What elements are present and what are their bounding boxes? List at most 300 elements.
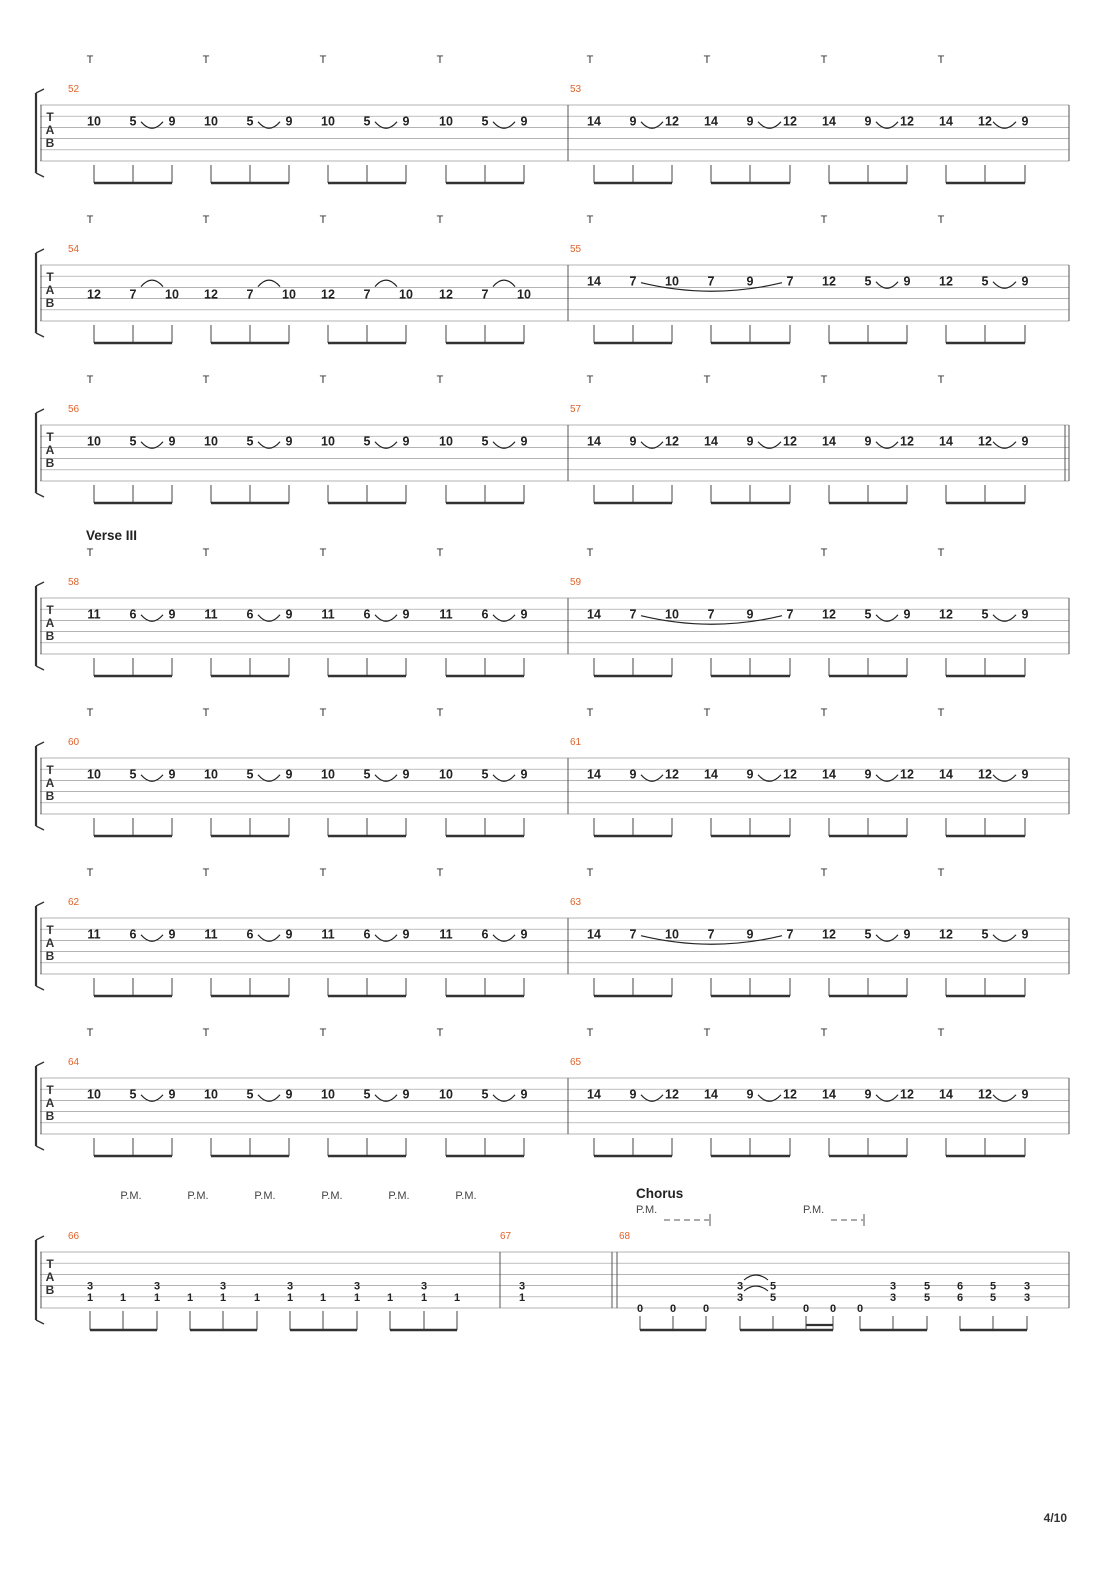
palm-mute-66-3: P.M. [254,1190,276,1202]
tap-mark-62-1: T [86,867,94,879]
fret-63-1-2: 7 [629,927,637,942]
fret-63-4-1: 12 [939,927,953,942]
tap-mark-61-3: T [820,707,828,719]
tap-mark-63-4: T [937,867,945,879]
fret-58-3-2: 6 [363,607,371,622]
fret-55-1-1: 14 [587,274,601,289]
fret-65-4-2: 12 [978,1087,992,1102]
tap-mark-61-4: T [937,707,945,719]
slur-54-4 [493,280,515,287]
fret-66-chord-bottom-3: 1 [153,1291,161,1304]
fret-52-1-3: 9 [168,114,176,129]
tap-mark-55-3: T [820,214,828,226]
fret-55-4-1: 12 [939,274,953,289]
fret-61-1-2: 9 [629,767,637,782]
fret-66-chord-top-1: 3 [86,1280,94,1293]
fret-57-4-1: 14 [939,434,953,449]
fret-60-1-2: 5 [129,767,137,782]
measure-number-64: 64 [68,1057,80,1068]
fret-58-1-2: 6 [129,607,137,622]
system-3-bracket-top [36,409,44,413]
fret-63-3-2: 5 [864,927,872,942]
tap-mark-60-1: T [86,707,94,719]
fret-64-2-3: 9 [285,1087,293,1102]
measure-number-67: 67 [500,1231,512,1242]
fret-68-7-1: 0 [829,1303,837,1315]
fret-64-4-2: 5 [481,1087,489,1102]
fret-57-4-3: 9 [1021,434,1029,449]
fret-68-11-2: 6 [956,1291,964,1304]
system-2-bracket-top [36,249,44,253]
fret-54-2-2: 7 [246,287,254,302]
system-6-clef-a: A [45,936,55,950]
fret-66-chord-top-3: 3 [153,1280,161,1293]
fret-52-3-3: 9 [402,114,410,129]
system-7-bracket-top [36,1062,44,1066]
fret-68-11-1: 6 [956,1280,964,1293]
fret-61-3-3: 12 [900,767,914,782]
palm-mute-66-5: P.M. [388,1190,410,1202]
fret-54-1-3: 10 [165,287,179,302]
tap-mark-63-1: T [586,867,594,879]
slur-54-1 [141,280,163,287]
fret-60-4-2: 5 [481,767,489,782]
fret-60-2-3: 9 [285,767,293,782]
page-number: 4/10 [1043,1511,1067,1525]
fret-53-3-2: 9 [864,114,872,129]
tap-mark-53-2: T [703,54,711,66]
measure-number-54: 54 [68,244,80,255]
system-6-clef-b: B [45,949,55,963]
fret-65-3-3: 12 [900,1087,914,1102]
tap-mark-53-3: T [820,54,828,66]
fret-66-chord-bottom-8: 1 [319,1291,327,1304]
fret-64-1-2: 5 [129,1087,137,1102]
system-6-bracket-top [36,902,44,906]
tap-mark-57-1: T [586,374,594,386]
fret-67-bottom: 1 [518,1291,526,1304]
tap-mark-65-2: T [703,1027,711,1039]
system-7-clef-b: B [45,1109,55,1123]
system-1-clef-a: A [45,123,55,137]
fret-60-4-3: 9 [520,767,528,782]
fret-64-3-2: 5 [363,1087,371,1102]
fret-60-1-1: 10 [87,767,101,782]
fret-55-4-3: 9 [1021,274,1029,289]
fret-61-2-3: 12 [783,767,797,782]
tap-mark-54-4: T [436,214,444,226]
tap-mark-63-3: T [820,867,828,879]
fret-55-1-3: 10 [665,274,679,289]
fret-58-1-1: 11 [87,607,101,622]
fret-60-3-3: 9 [402,767,410,782]
palm-mute-66-2: P.M. [187,1190,209,1202]
fret-60-3-2: 5 [363,767,371,782]
fret-60-3-1: 10 [321,767,335,782]
fret-59-1-1: 14 [587,607,601,622]
fret-68-6-1: 0 [802,1303,810,1315]
fret-52-2-2: 5 [246,114,254,129]
fret-53-3-1: 14 [822,114,836,129]
fret-65-2-1: 14 [704,1087,718,1102]
fret-68-10-1: 5 [923,1280,931,1293]
fret-55-1-2: 7 [629,274,637,289]
fret-56-2-1: 10 [204,434,218,449]
fret-54-3-3: 10 [399,287,413,302]
fret-57-2-1: 14 [704,434,718,449]
fret-59-3-1: 12 [822,607,836,622]
fret-68-4-2: 3 [736,1291,744,1304]
tap-mark-62-3: T [319,867,327,879]
tap-mark-64-4: T [436,1027,444,1039]
tap-mark-58-2: T [202,547,210,559]
system-1-clef-b: B [45,136,55,150]
fret-64-2-2: 5 [246,1087,254,1102]
tap-mark-60-4: T [436,707,444,719]
fret-53-4-3: 9 [1021,114,1029,129]
fret-68-5-1: 5 [769,1280,777,1293]
measure-number-63: 63 [570,897,582,908]
fret-53-1-2: 9 [629,114,637,129]
fret-68-12-2: 5 [989,1291,997,1304]
system-5-bracket-top [36,742,44,746]
measure-number-68: 68 [619,1231,631,1242]
system-2-clef-b: B [45,296,55,310]
system-5-bracket-bottom [36,826,44,830]
fret-56-1-2: 5 [129,434,137,449]
system-5-clef-b: B [45,789,55,803]
system-3-clef-b: B [45,456,55,470]
fret-63-4-3: 9 [1021,927,1029,942]
fret-59-3-2: 5 [864,607,872,622]
fret-61-4-2: 12 [978,767,992,782]
fret-57-1-1: 14 [587,434,601,449]
fret-58-3-3: 9 [402,607,410,622]
measure-number-58: 58 [68,577,80,588]
fret-62-2-1: 11 [204,927,218,942]
fret-62-1-3: 9 [168,927,176,942]
fret-53-2-3: 12 [783,114,797,129]
fret-58-4-1: 11 [439,607,453,622]
fret-66-chord-bottom-1: 1 [86,1291,94,1304]
fret-52-4-1: 10 [439,114,453,129]
system-3-bracket-bottom [36,493,44,497]
measure-number-56: 56 [68,404,80,415]
system-1-clef-t: T [46,110,54,124]
measure-number-57: 57 [570,404,582,415]
tap-mark-54-2: T [202,214,210,226]
fret-68-1-1: 0 [636,1303,644,1315]
fret-64-1-3: 9 [168,1087,176,1102]
tap-mark-53-1: T [586,54,594,66]
tap-mark-56-3: T [319,374,327,386]
tap-mark-56-2: T [202,374,210,386]
fret-64-1-1: 10 [87,1087,101,1102]
measure-number-52: 52 [68,84,80,95]
tap-mark-55-4: T [937,214,945,226]
tap-mark-57-2: T [703,374,711,386]
fret-56-2-3: 9 [285,434,293,449]
system-4-bracket-top [36,582,44,586]
fret-66-chord-bottom-2: 1 [119,1291,127,1304]
fret-66-chord-bottom-5: 1 [219,1291,227,1304]
fret-68-13-2: 3 [1023,1291,1031,1304]
fret-57-3-3: 12 [900,434,914,449]
system-7-bracket-bottom [36,1146,44,1150]
fret-56-4-1: 10 [439,434,453,449]
fret-55-4-2: 5 [981,274,989,289]
tap-mark-54-3: T [319,214,327,226]
system-3-clef-a: A [45,443,55,457]
fret-61-4-3: 9 [1021,767,1029,782]
fret-61-4-1: 14 [939,767,953,782]
fret-54-3-2: 7 [363,287,371,302]
fret-58-2-2: 6 [246,607,254,622]
slur-68-bottom [744,1286,768,1291]
fret-61-3-1: 14 [822,767,836,782]
fret-59-3-3: 9 [903,607,911,622]
fret-66-chord-top-9: 3 [353,1280,361,1293]
fret-65-4-1: 14 [939,1087,953,1102]
fret-55-3-3: 9 [903,274,911,289]
system-4-clef-t: T [46,603,54,617]
tap-mark-59-1: T [586,547,594,559]
fret-55-2-3: 7 [786,274,794,289]
system-4-clef-b: B [45,629,55,643]
fret-53-3-3: 12 [900,114,914,129]
measure-number-55: 55 [570,244,582,255]
system-2-clef-a: A [45,283,55,297]
fret-62-2-2: 6 [246,927,254,942]
measure-number-60: 60 [68,737,80,748]
system-6-bracket-bottom [36,986,44,990]
tap-mark-62-4: T [436,867,444,879]
fret-57-4-2: 12 [978,434,992,449]
fret-68-5-2: 5 [769,1291,777,1304]
fret-56-1-3: 9 [168,434,176,449]
slur-68-top [744,1275,768,1280]
fret-67-top: 3 [518,1280,526,1293]
fret-65-1-1: 14 [587,1087,601,1102]
slur-54-2 [258,280,280,287]
fret-62-2-3: 9 [285,927,293,942]
fret-66-chord-top-5: 3 [219,1280,227,1293]
fret-54-1-1: 12 [87,287,101,302]
measure-number-66: 66 [68,1231,80,1242]
fret-68-10-2: 5 [923,1291,931,1304]
slur-54-3 [375,280,397,287]
system-8-section-label: Chorus [636,1186,684,1201]
fret-58-4-2: 6 [481,607,489,622]
fret-54-2-1: 12 [204,287,218,302]
system-6-clef-t: T [46,923,54,937]
fret-56-3-1: 10 [321,434,335,449]
tap-mark-60-2: T [202,707,210,719]
fret-52-3-1: 10 [321,114,335,129]
tap-mark-65-4: T [937,1027,945,1039]
fret-56-3-3: 9 [402,434,410,449]
tap-mark-57-4: T [937,374,945,386]
fret-60-2-1: 10 [204,767,218,782]
fret-57-3-1: 14 [822,434,836,449]
fret-68-9-2: 3 [889,1291,897,1304]
fret-52-4-3: 9 [520,114,528,129]
fret-62-4-3: 9 [520,927,528,942]
system-7-clef-a: A [45,1096,55,1110]
fret-57-2-3: 12 [783,434,797,449]
fret-55-3-2: 5 [864,274,872,289]
fret-62-3-3: 9 [402,927,410,942]
fret-52-2-1: 10 [204,114,218,129]
fret-66-chord-bottom-7: 1 [286,1291,294,1304]
fret-59-2-2: 9 [746,607,754,622]
fret-62-3-2: 6 [363,927,371,942]
fret-61-2-2: 9 [746,767,754,782]
fret-68-3-1: 0 [702,1303,710,1315]
fret-61-1-1: 14 [587,767,601,782]
fret-68-9-1: 3 [889,1280,897,1293]
fret-58-4-3: 9 [520,607,528,622]
system-5-clef-a: A [45,776,55,790]
fret-62-4-1: 11 [439,927,453,942]
tap-mark-59-4: T [937,547,945,559]
fret-61-2-1: 14 [704,767,718,782]
tap-mark-61-2: T [703,707,711,719]
fret-55-2-2: 9 [746,274,754,289]
fret-66-chord-bottom-4: 1 [186,1291,194,1304]
fret-63-1-1: 14 [587,927,601,942]
system-8-bracket-bottom [36,1320,44,1324]
fret-52-1-2: 5 [129,114,137,129]
fret-55-3-1: 12 [822,274,836,289]
fret-68-8-1: 0 [856,1303,864,1315]
tap-mark-52-4: T [436,54,444,66]
fret-66-chord-top-11: 3 [420,1280,428,1293]
tap-mark-53-4: T [937,54,945,66]
fret-63-3-3: 9 [903,927,911,942]
fret-63-2-1: 7 [707,927,715,942]
fret-58-1-3: 9 [168,607,176,622]
tap-mark-58-4: T [436,547,444,559]
fret-63-4-2: 5 [981,927,989,942]
tap-mark-58-3: T [319,547,327,559]
system-2-bracket-bottom [36,333,44,337]
fret-64-3-1: 10 [321,1087,335,1102]
tap-mark-65-1: T [586,1027,594,1039]
tap-mark-60-3: T [319,707,327,719]
tap-mark-57-3: T [820,374,828,386]
fret-59-1-2: 7 [629,607,637,622]
fret-66-chord-bottom-12: 1 [453,1291,461,1304]
fret-59-2-1: 7 [707,607,715,622]
palm-mute-68-2: P.M. [803,1204,825,1216]
system-8-bracket-top [36,1236,44,1240]
fret-62-1-1: 11 [87,927,101,942]
fret-65-2-3: 12 [783,1087,797,1102]
system-8-clef-b: B [45,1283,55,1297]
fret-59-4-3: 9 [1021,607,1029,622]
fret-60-1-3: 9 [168,767,176,782]
fret-56-1-1: 10 [87,434,101,449]
system-4-bracket-bottom [36,666,44,670]
fret-62-1-2: 6 [129,927,137,942]
fret-68-2-1: 0 [669,1303,677,1315]
tap-mark-52-3: T [319,54,327,66]
fret-65-3-1: 14 [822,1087,836,1102]
system-4-section-label: Verse III [86,528,138,543]
fret-65-1-2: 9 [629,1087,637,1102]
tap-mark-52-1: T [86,54,94,66]
fret-59-2-3: 7 [786,607,794,622]
tap-mark-65-3: T [820,1027,828,1039]
measure-number-65: 65 [570,1057,582,1068]
fret-56-4-2: 5 [481,434,489,449]
fret-66-chord-bottom-6: 1 [253,1291,261,1304]
fret-64-4-3: 9 [520,1087,528,1102]
fret-53-4-2: 12 [978,114,992,129]
fret-65-2-2: 9 [746,1087,754,1102]
fret-63-2-3: 7 [786,927,794,942]
system-2-clef-t: T [46,270,54,284]
fret-59-4-1: 12 [939,607,953,622]
fret-58-3-1: 11 [321,607,335,622]
system-8-clef-t: T [46,1257,54,1271]
fret-58-2-3: 9 [285,607,293,622]
tap-mark-62-2: T [202,867,210,879]
fret-57-3-2: 9 [864,434,872,449]
fret-54-1-2: 7 [129,287,137,302]
fret-54-2-3: 10 [282,287,296,302]
fret-65-1-3: 12 [665,1087,679,1102]
measure-number-62: 62 [68,897,80,908]
fret-54-4-3: 10 [517,287,531,302]
fret-53-2-1: 14 [704,114,718,129]
tap-mark-64-2: T [202,1027,210,1039]
fret-64-3-3: 9 [402,1087,410,1102]
fret-68-4-1: 3 [736,1280,744,1293]
fret-52-2-3: 9 [285,114,293,129]
fret-56-3-2: 5 [363,434,371,449]
tap-mark-59-3: T [820,547,828,559]
system-7-clef-t: T [46,1083,54,1097]
palm-mute-66-1: P.M. [120,1190,142,1202]
fret-52-4-2: 5 [481,114,489,129]
fret-66-chord-bottom-9: 1 [353,1291,361,1304]
tap-mark-56-1: T [86,374,94,386]
fret-66-chord-bottom-10: 1 [386,1291,394,1304]
tap-mark-64-3: T [319,1027,327,1039]
tap-mark-52-2: T [202,54,210,66]
fret-59-1-3: 10 [665,607,679,622]
tap-mark-64-1: T [86,1027,94,1039]
fret-57-2-2: 9 [746,434,754,449]
fret-66-chord-top-7: 3 [286,1280,294,1293]
fret-54-4-1: 12 [439,287,453,302]
fret-52-1-1: 10 [87,114,101,129]
fret-63-1-3: 10 [665,927,679,942]
fret-52-3-2: 5 [363,114,371,129]
fret-57-1-2: 9 [629,434,637,449]
tap-mark-54-1: T [86,214,94,226]
measure-number-59: 59 [570,577,582,588]
system-1-bracket-top [36,89,44,93]
palm-mute-66-6: P.M. [455,1190,477,1202]
fret-63-3-1: 12 [822,927,836,942]
fret-54-4-2: 7 [481,287,489,302]
fret-68-12-1: 5 [989,1280,997,1293]
fret-65-3-2: 9 [864,1087,872,1102]
tap-mark-58-1: T [86,547,94,559]
